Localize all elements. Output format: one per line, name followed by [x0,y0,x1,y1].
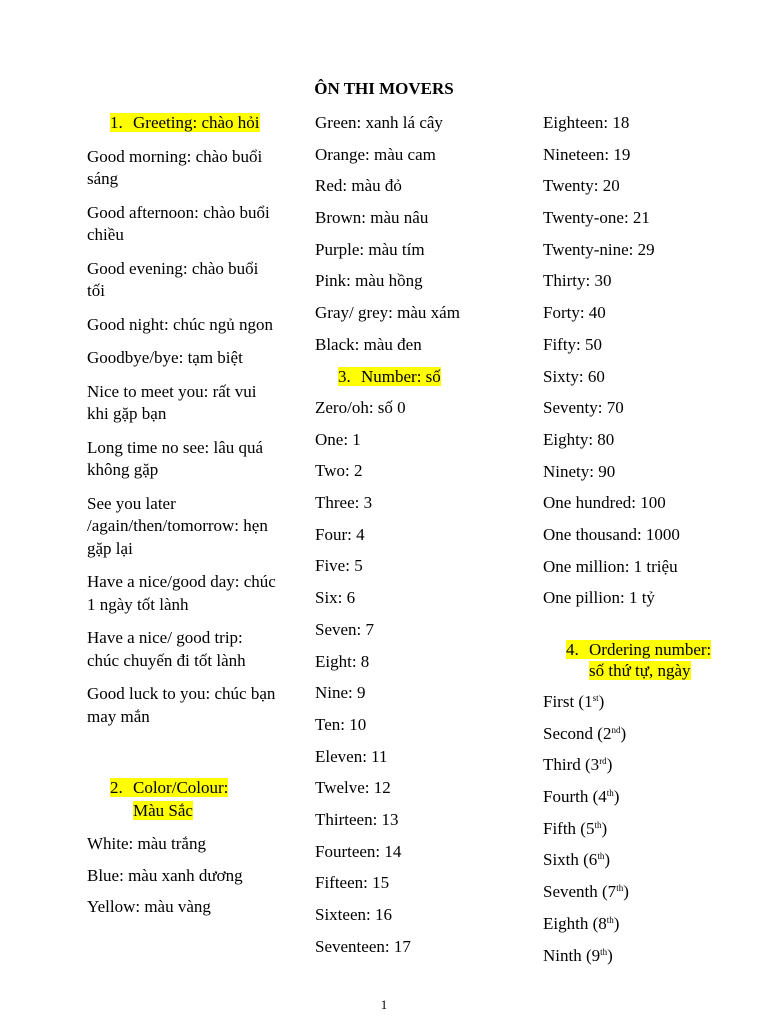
list-item: Good luck to you: chúc bạn may mắn [87,684,276,726]
ordinal-word: Fifth (5 [543,818,595,838]
list-item: Red: màu đỏ [315,176,402,196]
ordinal-suffix: rd [599,756,607,767]
section-title-line1: Color/Colour: [133,778,229,797]
list-item: Ten: 10 [315,714,367,734]
page-number: 1 [380,997,388,1012]
list-item: Eighty: 80 [543,429,615,449]
list-item: Green: xanh lá cây [315,113,443,132]
ordinal-close: ) [601,818,608,838]
list-item: Have a nice/good day: chúc 1 ngày tốt lành [87,572,276,614]
ordinal-word: Fourth (4 [543,787,607,807]
list-item: Seventeen: 17 [315,936,411,956]
ordinal-close: ) [606,755,613,775]
list-item: Brown: màu nâu [315,208,429,228]
list-item: Yellow: màu vàng [87,897,211,917]
ordinal-word: First (1 [543,692,593,711]
list-item: One thousand: 1000 [543,524,680,544]
column-2 [315,112,530,967]
list-item: Fifteen: 15 [315,873,390,893]
ordinal-word: Seventh (7 [543,882,617,902]
section-heading-greeting [87,112,277,135]
list-item: Goodbye/bye: tạm biệt [87,348,243,367]
list-item: Good night: chúc ngủ ngon [87,314,274,334]
section-number: 2. [110,778,123,797]
ordinal-suffix: st [592,693,599,703]
list-item: Pink: màu hồng [315,271,423,291]
list-item [543,691,743,714]
ordinal-suffix: nd [611,724,621,735]
ordinal-suffix: th [594,819,602,830]
column-1 [87,112,277,928]
section-heading-ordering [543,639,743,681]
list-item: One: 1 [315,429,361,449]
section-number: 4. [566,640,579,659]
column-3 [543,112,743,976]
ordinal-suffix: th [616,883,624,894]
list-item: White: màu trắng [87,834,206,853]
section-heading-color [87,776,277,822]
list-item: See you later /again/then/tomorrow: hẹn gặp lại [87,493,268,558]
ordinal-word: Third (3 [543,755,600,775]
list-item: Thirteen: 13 [315,809,399,829]
list-item: Have a nice/ good trip: chúc chuyến đi tốt lành [87,628,246,670]
section-number: 3. [338,366,351,386]
ordinal-close: ) [623,882,629,902]
list-item: Four: 4 [315,524,365,544]
list-item: Good morning: chào buổi sáng [87,146,263,188]
section-title-line1: Ordering number: [589,640,712,659]
list-item [543,754,743,777]
ordinal-close: ) [613,913,620,933]
list-item [543,849,743,872]
number-list-3 [543,112,743,610]
list-item [543,786,743,809]
list-item: One hundred: 100 [543,493,666,513]
list-item: Eight: 8 [315,651,370,671]
list-item [543,881,743,904]
list-item: Nice to meet you: rất vui khi gặp bạn [87,381,257,423]
section-title-line2: Màu Sắc [133,801,193,820]
list-item: One pillion: 1 tỷ [543,588,655,608]
list-item: Good afternoon: chào buổi chiều [87,202,270,244]
list-item: Long time no see: lâu quá không gặp [87,437,264,479]
ordinal-word: Eighth (8 [543,913,607,933]
section-title-line2: số thứ tự, ngày [589,661,691,680]
ordinal-suffix: th [600,946,608,957]
section-number: 1. [110,113,123,132]
ordinal-close: ) [613,787,620,807]
list-item: Twelve: 12 [315,778,391,798]
list-item: Eleven: 11 [315,746,388,766]
list-item: Ninety: 90 [543,461,616,481]
list-item: Three: 3 [315,493,373,513]
list-item [543,945,743,968]
color-list-2 [315,112,530,356]
list-item: Seven: 7 [315,619,375,639]
ordinal-suffix: th [606,914,614,925]
list-item [543,723,743,746]
ordinal-close: ) [598,692,605,711]
list-item: Six: 6 [315,588,356,608]
ordinal-close: ) [607,945,613,965]
list-item: Twenty-nine: 29 [543,239,655,259]
list-item: Fourteen: 14 [315,841,402,861]
list-item [543,818,743,841]
ordinal-close: ) [604,850,610,870]
list-item: Eighteen: 18 [543,113,630,132]
greeting-list [87,146,277,729]
document-title: ÔN THI MOVERS [314,79,454,98]
list-item: Good evening: chào buổi tối [87,258,259,300]
list-item: Gray/ grey: màu xám [315,303,460,323]
list-item: Sixteen: 16 [315,905,392,924]
list-item: Twenty-one: 21 [543,208,650,228]
list-item: Forty: 40 [543,303,606,323]
list-item: Twenty: 20 [543,176,620,196]
section-heading-number [315,366,530,389]
list-item: Two: 2 [315,461,363,481]
ordinal-suffix: th [597,851,605,862]
list-item: Five: 5 [315,556,363,576]
ordinal-word: Ninth (9 [543,945,601,965]
list-item: Fifty: 50 [543,334,603,354]
list-item: Sixty: 60 [543,366,605,386]
color-list-1 [87,833,277,919]
list-item: Blue: màu xanh dương [87,865,243,885]
list-item: Black: màu đen [315,334,422,354]
list-item: Seventy: 70 [543,398,624,418]
list-item: Thirty: 30 [543,271,612,291]
list-item [543,913,743,936]
ordinal-word: Sixth (6 [543,850,598,870]
ordinal-suffix: th [606,788,614,799]
list-item: Nineteen: 19 [543,144,631,164]
section-title: Number: số [361,366,441,386]
list-item: Orange: màu cam [315,144,436,164]
list-item: Nine: 9 [315,683,366,703]
list-item: Zero/oh: số 0 [315,398,406,417]
number-list-2 [315,397,530,958]
ordinal-close: ) [620,723,627,743]
list-item: Purple: màu tím [315,239,425,259]
ordering-list [543,691,743,967]
list-item: One million: 1 triệu [543,556,678,576]
section-title: Greeting: chào hỏi [133,113,260,132]
ordinal-word: Second (2 [543,723,612,743]
